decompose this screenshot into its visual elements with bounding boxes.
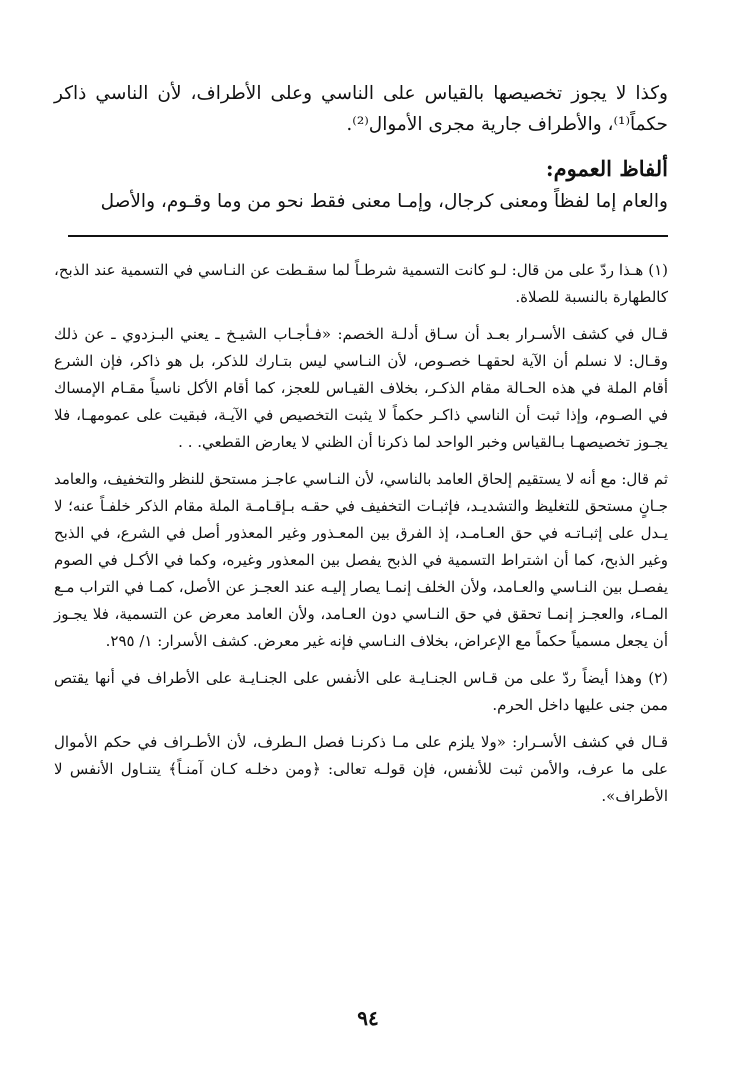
- main-paragraph-2: والعام إما لفظاً ومعنى كرجال، وإمـا معنى فقط نحو من وما وقـوم، والأصل: [100, 191, 668, 212]
- footnotes: [54, 257, 668, 810]
- footnote-paragraph: (٢) وهذا أيضاً ردّ على من قـاس الجنـايـة على الأنفس على الجنـايـة على الأطراف في أنها يقتص ممن جنى عليها داخل الحرم.: [54, 669, 668, 714]
- footnote-paragraph: قـال في كشف الأسـرار: «ولا يلزم على مـا ذكرنـا فصل الـطرف، لأن الأطـراف في حكم الأموال على ما عرف، والأمن ثبت للأنفس، فإن قولـه تعالى: ﴿ومن دخلـه كـان آمنـاً﴾ يتنـاول الأنفس لا الأطراف».: [54, 733, 668, 805]
- page-content: [54, 78, 668, 820]
- footnote-paragraph: ثم قال: مع أنه لا يستقيم إلحاق العامد بالناسي، لأن النـاسي عاجـز مستحق للنظر والتخفيف، والعامد جـانٍ مستحق للتغليظ والتشديـد، فإثبـات التخفيف في حقـه بـإقـامـة الملة مقام الذكر خلفـاً عنه؛ لا يـدل على إثبـاتـه في حق العـامـد، إذ الفرق بين المعـذور وغير المعذور أصل في الشرع، في الذبح وغير الذبح، كما أن اشتراط التسمية في الذبح يفصل بين المعذور وغيره، وكما في الأكـل في الصوم يفصـل بين النـاسي والعـامد، ولأن الخلف إنمـا يصار إليـه عند العجـز عن الأصل، كمـا في التراب مـع المـاء، والعجـز إنمـا تحقق في حق النـاسي دون العـامد، ولأن العامد معرض عن التسمية، فلا يجـوز أن يجعل مسمياً حكماً مع الإعراض، بخلاف النـاسي فإنه غير معرض. كشف الأسرار: ١/ ٢٩٥.: [54, 470, 668, 650]
- page-number: ٩٤: [357, 1006, 379, 1030]
- main-text: [54, 78, 668, 217]
- main-paragraph-1: وكذا لا يجوز تخصيصها بالقياس على الناسي وعلى الأطراف، لأن الناسي ذاكر حكماً⁽¹⁾، والأطراف جارية مجرى الأموال⁽²⁾.: [54, 83, 668, 135]
- footnote-divider: [68, 235, 668, 237]
- footnote-paragraph: (١) هـذا ردّ على من قال: لـو كانت التسمية شرطـاً لما سقـطت عن النـاسي في التسمية عند الذبح، كالطهارة بالنسبة للصلاة.: [54, 261, 668, 306]
- footnote-paragraph: قـال في كشف الأسـرار بعـد أن سـاق أدلـة الخصم: «فـأجـاب الشيـخ ـ يعني البـزدوي ـ عن ذلك وقـال: لا نسلم أن الآية لحقهـا خصـوص، لأن النـاسي ليس بتـارك للذكر، بل هو ذاكر، فإن الشرع أقام الملة في هذه الحـالة مقام الذكـر، بخلاف القيـاس للعجز، كما أقام الأكل ناسياً مقـام الإمساك في الصـوم، وإذا ثبت أن الناسي ذاكـر حكماً لا يثبت التخصيص في الآيـة، فبقيت على عمومهـا، فلا يجـوز تخصيصهـا بـالقياس وخبر الواحد لما ذكرنا أن الظني لا يعارض القطعي. . .: [54, 325, 668, 451]
- section-heading: ألفاظ العموم:: [545, 156, 668, 181]
